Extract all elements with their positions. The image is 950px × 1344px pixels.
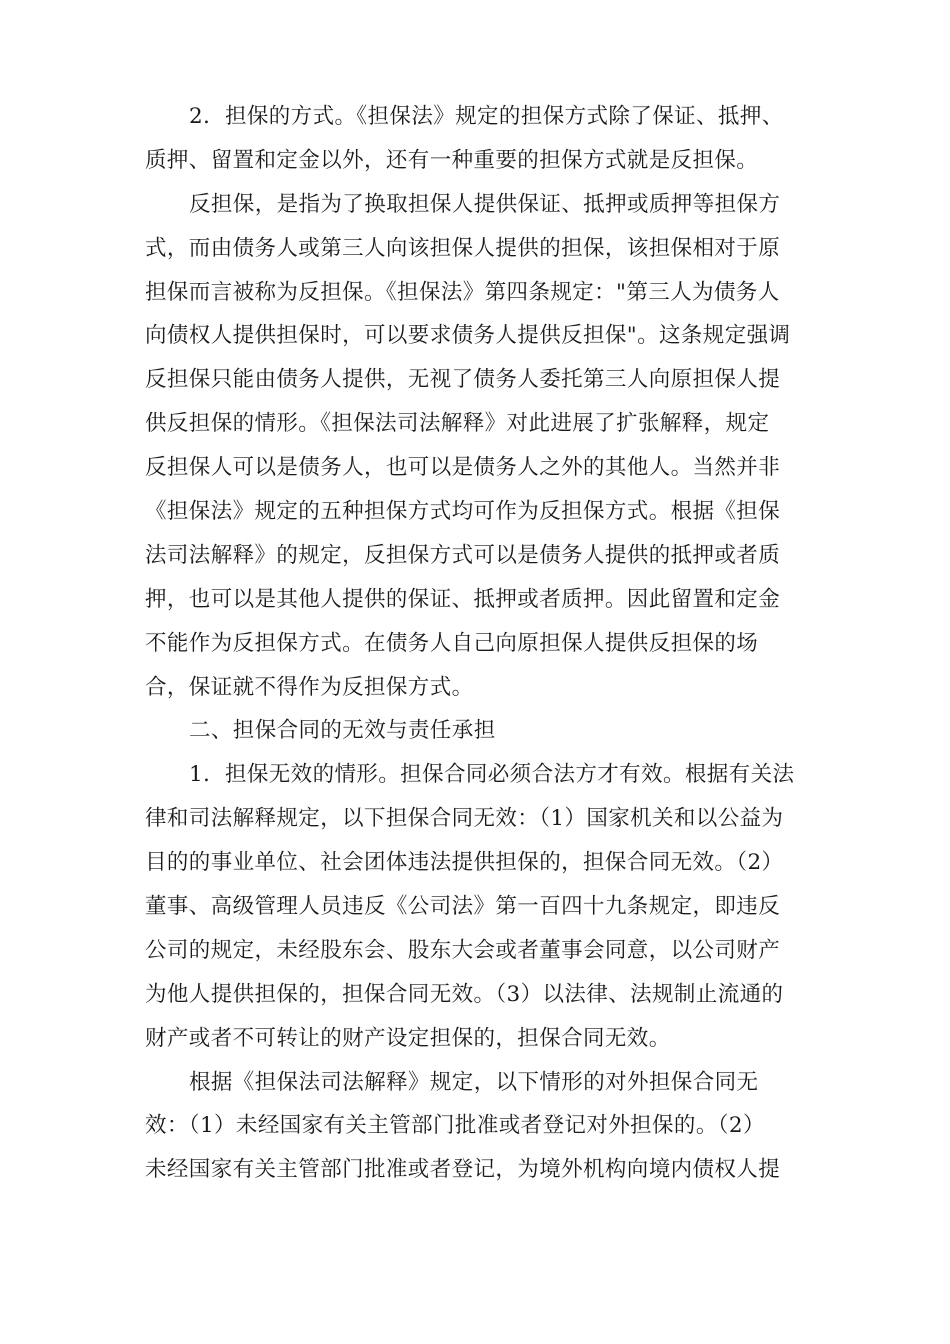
text-line: 目的的事业单位、社会团体违法提供担保的，担保合同无效。（2）: [145, 850, 784, 876]
text-line: 质押、留置和定金以外，还有一种重要的担保方式就是反担保。: [145, 147, 759, 173]
text-line: 律和司法解释规定，以下担保合同无效：（1）国家机关和以公益为: [145, 806, 784, 832]
text-line: 公司的规定，未经股东会、股东大会或者董事会同意，以公司财产: [145, 937, 781, 963]
text-line: 反担保人可以是债务人，也可以是债务人之外的其他人。当然并非: [145, 455, 781, 481]
text-line: 合，保证就不得作为反担保方式。: [145, 674, 474, 700]
text-line: 财产或者不可转让的财产设定担保的，担保合同无效。: [145, 1025, 671, 1051]
text-line: 2．担保的方式。《担保法》规定的担保方式除了保证、抵押、: [189, 104, 784, 129]
text-line: 《担保法》规定的五种担保方式均可作为反担保方式。根据《担保: [145, 499, 781, 525]
text-line: 担保而言被称为反担保。《担保法》第四条规定："第三人为债务人: [145, 279, 780, 305]
text-line: 向债权人提供担保时，可以要求债务人提供反担保"。这条规定强调: [145, 323, 791, 349]
text-line: 不能作为反担保方式。在债务人自己向原担保人提供反担保的场: [145, 630, 759, 656]
text-line: 反担保只能由债务人提供，无视了债务人委托第三人向原担保人提: [145, 367, 781, 393]
text-line: 1．担保无效的情形。担保合同必须合法方才有效。根据有关法: [189, 762, 795, 788]
text-line: 反担保，是指为了换取担保人提供保证、抵押或质押等担保方: [189, 191, 781, 217]
document-body: [145, 95, 810, 1192]
text-line: 董事、高级管理人员违反《公司法》第一百四十九条规定，即违反: [145, 894, 781, 920]
text-line: 供反担保的情形。《担保法司法解释》对此进展了扩张解释，规定: [145, 411, 770, 437]
text-line: 为他人提供担保的，担保合同无效。（3）以法律、法规制止流通的: [145, 981, 784, 1007]
text-line: 押，也可以是其他人提供的保证、抵押或者质押。因此留置和定金: [145, 586, 781, 612]
text-line: 式，而由债务人或第三人向该担保人提供的担保，该担保相对于原: [145, 235, 781, 261]
text-line: 效：（1）未经国家有关主管部门批准或者登记对外担保的。（2）: [145, 1113, 765, 1139]
text-line: 法司法解释》的规定，反担保方式可以是债务人提供的抵押或者质: [145, 542, 781, 568]
text-line: 二、担保合同的无效与责任承担: [189, 718, 496, 744]
text-line: 未经国家有关主管部门批准或者登记，为境外机构向境内债权人提: [145, 1157, 781, 1183]
text-line: 根据《担保法司法解释》规定，以下情形的对外担保合同无: [189, 1069, 759, 1095]
